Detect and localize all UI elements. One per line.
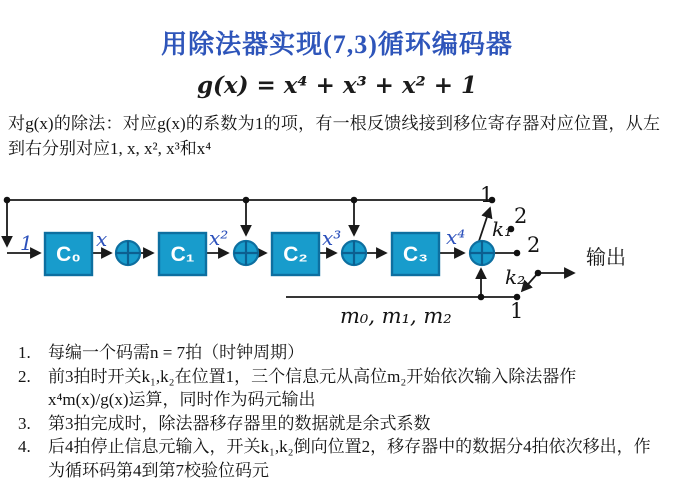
switch-k1-pos1-label: 1	[480, 185, 494, 207]
contact-dot-k2-pos2	[514, 250, 521, 257]
register-c3-label: C₃	[403, 243, 428, 266]
register-c1-label: C₁	[170, 243, 195, 266]
switch-k2-label: k₂	[505, 265, 526, 289]
tap-label-x4: x⁴	[446, 225, 466, 249]
page-title: 用除法器实现(7,3)循环编码器	[161, 30, 513, 59]
output-label: 输出	[586, 247, 626, 269]
note-number: 2.	[18, 366, 31, 386]
generator-polynomial: g(x) = x⁴ + x³ + x² + 1	[196, 72, 478, 99]
description-text: 对g(x)的除法：对应g(x)的系数为1的项，有一根反馈线接到移位寄存器对应位置，从左到右分别对应1, x, x², x³和x⁴	[8, 114, 660, 158]
tap-label-1: 1	[20, 231, 33, 255]
register-c2-label: C₂	[283, 243, 308, 266]
note-text: 前3拍时开关k₁,k₂在位置1，三个信息元从高位m₂开始依次输入除法器作x⁴m(x)/g(x)运算，同时作为码元输出	[48, 366, 577, 410]
note-number: 3.	[18, 413, 31, 433]
switch-k2-pos1-label: 1	[510, 299, 524, 323]
xor-gate-1	[116, 241, 140, 265]
junction-dot-feedback-left	[4, 197, 11, 204]
tap-label-x2: x²	[209, 226, 229, 250]
xor-gate-4	[470, 241, 494, 265]
note-item-4	[18, 435, 664, 482]
junction-dot-message-tap	[478, 294, 485, 301]
xor-gate-2	[234, 241, 258, 265]
xor-gate-3	[342, 241, 366, 265]
note-text: 第3拍完成时，除法器移存器里的数据就是余式系数	[48, 413, 431, 433]
encoder-circuit-diagram	[0, 185, 674, 333]
junction-dot-k2-pivot	[535, 270, 542, 277]
note-item-2	[18, 365, 664, 412]
tap-label-x3: x³	[322, 226, 342, 250]
switch-k1-lever	[479, 208, 490, 241]
switch-k1-label: k₁	[492, 217, 513, 241]
message-sequence-label: m₀, m₁, m₂	[340, 304, 452, 328]
switch-k2-pos2-label: 2	[527, 233, 541, 257]
junction-dot-feedback-x2	[243, 197, 250, 204]
tap-label-x: x	[96, 227, 108, 251]
note-text: 后4拍停止信息元输入，开关k₁,k₂倒向位置2，移存器中的数据分4拍依次移出，作为循环码第4到第7校验位码元	[48, 437, 651, 480]
junction-dot-feedback-x3	[351, 197, 358, 204]
switch-k1-pos2-label: 2	[514, 204, 528, 228]
notes-list	[18, 341, 664, 483]
note-number: 4.	[18, 437, 31, 457]
register-c0-label: C₀	[56, 243, 81, 266]
note-text: 每编一个码需n = 7拍（时钟周期）	[48, 343, 305, 362]
note-item-3	[18, 412, 664, 436]
note-item-1	[18, 341, 664, 365]
note-number: 1.	[18, 343, 31, 362]
